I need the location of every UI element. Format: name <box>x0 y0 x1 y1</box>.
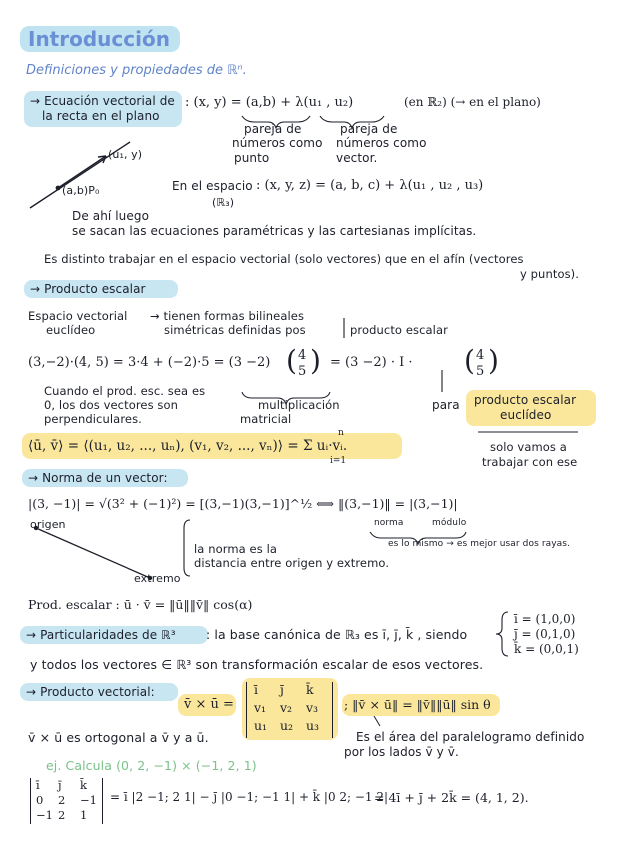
ex-matrix-cell-2-0: −1 <box>36 808 53 822</box>
line-eq-heading-1: → Ecuación vectorial de <box>30 94 175 108</box>
page-subtitle: Definiciones y propiedades de ℝⁿ. <box>26 63 247 78</box>
dot-def-arrow: → tienen formas bilineales <box>150 309 305 323</box>
dot-calc-2: = (3 −2) · I · <box>330 355 413 370</box>
diag-vector-label: (u₁, y) <box>108 148 143 161</box>
hl-euclidean-1: producto escalar <box>474 393 577 407</box>
basis-k: k̄ = (0,0,1) <box>514 642 579 656</box>
derive-line-2: se sacan las ecuaciones paramétricas y las cartesianas implícitas. <box>72 224 477 238</box>
brace2-label-3: vector. <box>336 151 378 165</box>
cross-matrix-cell-2-1: u₂ <box>280 718 294 733</box>
ex-matrix-cell-1-2: −1 <box>80 793 97 807</box>
ex-matrix-cell-0-2: k̄ <box>80 778 87 792</box>
space-label: En el espacio <box>172 179 253 193</box>
dot-def-3: simétricas definidas pos <box>164 323 306 337</box>
norm-equation: |(3, −1)| = √(3² + (−1)²) = [(3,−1)(3,−1)]^½ ⟺ ‖(3,−1)‖ = |(3,−1)| <box>28 496 458 511</box>
ex-matrix-cell-2-1: 2 <box>58 808 66 822</box>
cross-matrix-bar-left <box>246 682 247 738</box>
brace1-label-2: números como <box>232 136 323 150</box>
basis-i: ī = (1,0,0) <box>514 612 576 626</box>
matmul-label-2: matricial <box>240 412 292 426</box>
r3-all-vectors: y todos los vectores ∈ ℝ³ son transformación escalar de esos vectores. <box>30 657 484 672</box>
only-work-2: trabajar con ese <box>482 455 578 469</box>
affine-line-2: y puntos). <box>520 267 580 281</box>
norm-note-1: la norma es la <box>194 542 278 556</box>
ex-matrix-cell-0-1: j̄ <box>58 778 62 792</box>
ex-matrix-cell-1-1: 2 <box>58 793 66 807</box>
cross-matrix-cell-1-1: v₂ <box>280 700 293 715</box>
example-result: = 4ī + j̄ + 2k̄ = (4, 1, 2). <box>374 790 529 805</box>
only-work-1: solo vamos a <box>490 440 567 454</box>
cross-area-1: Es el área del paralelogramo definido <box>356 730 585 744</box>
norm-note-bracket <box>184 520 190 576</box>
cross-orthogonal: v̄ × ū es ortogonal a v̄ y a ū. <box>28 730 209 745</box>
basis-j: j̄ = (0,1,0) <box>514 627 576 641</box>
cross-area-2: por los lados v̄ y v̄. <box>344 745 459 759</box>
section-heading-norm: → Norma de un vector: <box>22 469 188 487</box>
ex-matrix-cell-1-0: 0 <box>36 793 44 807</box>
base-brace <box>496 612 508 656</box>
dot-calc-paren-2: ) <box>310 344 321 377</box>
cross-matrix-cell-0-1: j̄ <box>280 682 284 697</box>
para-label: para <box>432 398 460 412</box>
dot-calc2-col-top: 4 <box>476 348 485 363</box>
affine-line-1: Es distinto trabajar en el espacio vectorial (solo vectores) que en el afín (vectores <box>44 252 524 266</box>
cross-matrix-cell-0-0: ī <box>254 682 258 697</box>
norm-origin-label: origen <box>30 518 66 531</box>
dot-def-1: Espacio vectorial <box>28 309 128 323</box>
line-eq-heading-2: la recta en el plano <box>42 109 160 123</box>
ex-matrix-cell-0-0: ī <box>36 778 40 792</box>
zero-note-2: 0, los dos vectores son <box>44 398 179 412</box>
dot-calc: (3,−2)·(4, 5) = 3·4 + (−2)·5 = (3 −2) <box>28 355 271 370</box>
cross-matrix-cell-0-2: k̄ <box>306 682 314 697</box>
space-r3: (ℝ₃) <box>212 196 235 209</box>
sum-top: n <box>338 428 344 438</box>
cross-matrix-cell-2-2: u₃ <box>306 718 320 733</box>
dot-def-4: producto escalar <box>350 323 448 337</box>
ex-matrix-bar-right <box>102 778 103 824</box>
norm-diagram-line <box>36 528 150 578</box>
area-arrow <box>374 716 380 726</box>
cross-matrix-bar-right <box>332 682 333 738</box>
norm-label-modulo: módulo <box>432 518 467 528</box>
dot-product-cos: Prod. escalar : ū · v̄ = ‖ū‖‖v̄‖ cos(α) <box>28 597 253 612</box>
r3-base-text: : la base canónica de ℝ₃ es ī, j̄, k̄ , siendo <box>206 627 468 642</box>
cross-matrix-cell-1-2: v₃ <box>306 700 319 715</box>
cross-matrix-cell-2-0: u₁ <box>254 718 268 733</box>
line-eq-note: (en ℝ₂) (→ en el plano) <box>404 95 541 109</box>
diag-point-label: (a,b)P₀ <box>62 184 100 197</box>
line-diagram-point <box>56 186 61 191</box>
brace2-label-2: números como <box>336 136 427 150</box>
dot-calc-paren-1: ( <box>286 344 297 377</box>
zero-note-3: perpendiculares. <box>44 412 142 426</box>
dot-calc2-paren-2: ) <box>488 344 499 377</box>
dot-def-2: euclídeo <box>46 323 96 337</box>
space-equation: : (x, y, z) = (a, b, c) + λ(u₁ , u₂ , u₃) <box>256 178 484 193</box>
section-heading-r3: → Particularidades de ℝ³ <box>20 626 208 644</box>
norm-note-2: distancia entre origen y extremo. <box>194 556 390 570</box>
ex-matrix-cell-2-2: 1 <box>80 808 88 822</box>
line-vector-equation: : (x, y) = (a,b) + λ(u₁ , u₂) <box>185 95 354 110</box>
cross-matrix-cell-1-0: v₁ <box>254 700 267 715</box>
example-expansion: = ī |2 −1; 2 1| − j̄ |0 −1; −1 1| + k̄ |0 2; −1 2| <box>110 790 389 804</box>
section-heading-cross-product: → Producto vectorial: <box>20 683 178 701</box>
sum-bottom: i=1 <box>330 456 347 466</box>
norm-end-label: extremo <box>134 572 181 585</box>
zero-note-1: Cuando el prod. esc. sea es <box>44 384 206 398</box>
ex-matrix-bar-left <box>30 778 31 824</box>
section-heading-dot-product: → Producto escalar <box>24 280 178 298</box>
cross-norm-eq: ; ‖v̄ × ū‖ = ‖v̄‖‖ū‖ sin θ <box>344 697 491 712</box>
derive-line-1: De ahí luego <box>72 209 150 223</box>
hl-euclidean-2: euclídeo <box>500 408 552 422</box>
cross-lhs: v̄ × ū = <box>184 697 234 712</box>
dot-calc2-col-bot: 5 <box>476 364 485 379</box>
matmul-label-1: multiplicación <box>258 398 340 412</box>
brace1-label-3: punto <box>234 151 270 165</box>
dot-calc-col-bot: 5 <box>298 364 307 379</box>
norm-label-norma: norma <box>374 518 404 528</box>
dot-calc2-paren-1: ( <box>464 344 475 377</box>
cross-example: ej. Calcula (0, 2, −1) × (−1, 2, 1) <box>46 758 257 773</box>
norm-same-note: es lo mismo → es mejor usar dos rayas. <box>388 539 571 549</box>
page-title: Introducción <box>20 26 180 52</box>
brace2-label-1: pareja de <box>340 122 398 136</box>
inner-product-formula: ⟨ū, v̄⟩ = ⟨(u₁, u₂, ..., uₙ), (v₁, v₂, ..., vₙ)⟩ = Σ uᵢ·vᵢ. <box>28 438 348 454</box>
brace1-label-1: pareja de <box>244 122 302 136</box>
dot-calc-col-top: 4 <box>298 348 307 363</box>
